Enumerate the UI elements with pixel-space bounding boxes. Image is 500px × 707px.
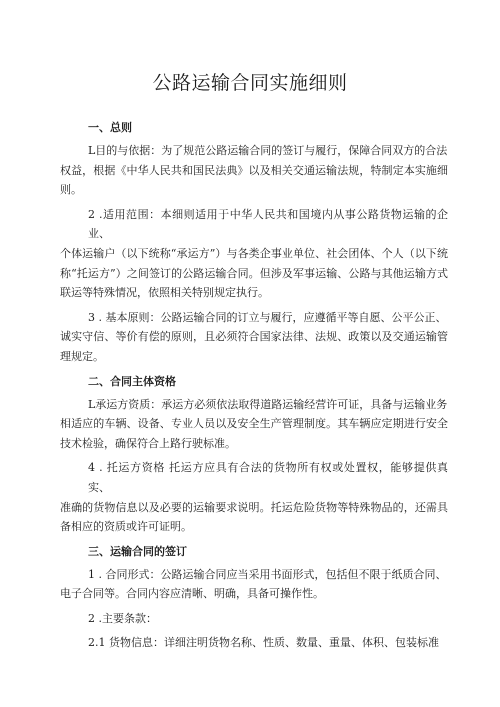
document-body xyxy=(60,118,448,658)
paragraph xyxy=(60,141,448,200)
paragraph xyxy=(60,565,448,604)
paragraph xyxy=(60,205,448,303)
paragraph xyxy=(88,633,448,653)
paragraph-first-line: L目的与依据：为了规范公路运输合同的签订与履行，保障合同双方的合法 xyxy=(88,144,448,157)
paragraph-first-line: 2.1 货物信息：详细注明货物名称、性质、数量、重量、体积、包装标准 xyxy=(88,636,439,650)
paragraph-first-line: 2 .适用范围：本细则适用于中华人民共和国境内从事公路货物运输的企业、 xyxy=(88,207,448,241)
paragraph xyxy=(60,308,448,367)
paragraph-first-line: 1 . 合同形式：公路运输合同应当采用书面形式，包括但不限于纸质合同、 xyxy=(88,567,447,581)
paragraph-first-line: 2 .主要条款： xyxy=(88,611,157,625)
paragraph-first-line: 3 . 基本原则：公路运输合同的订立与履行，应遵循平等自愿、公平公正、 xyxy=(88,310,447,324)
document-title: 公路运输合同实施细则 xyxy=(152,72,348,94)
paragraph-continuation: 个体运输户（以下统称“承运方”）与各类企事业单位、社会团体、个人（以下统称“托运方”）之间签订的公路运输合同。但涉及军事运输、公路与其他运输方式联运等特殊情况，依照相关特别规定执行。 xyxy=(60,246,448,300)
paragraph-first-line: 4 . 托运方资格 托运方应具有合法的货物所有权或处置权，能够提供真实、 xyxy=(88,461,448,494)
paragraph-continuation: 准确的货物信息以及必要的运输要求说明。托运危险货物等特殊物品的，还需具备相应的资质或许可证明。 xyxy=(60,500,448,534)
paragraph xyxy=(88,609,448,629)
paragraph-first-line: L承运方资质：承运方必须依法取得道路运输经营许可证，具备与运输业务 xyxy=(88,397,448,411)
paragraph-continuation: 权益，根据《中华人民共和国民法典》以及相关交通运输法规，特制定本实施细则。 xyxy=(60,163,448,197)
section-heading-contract-signing: 三、运输合同的签订 xyxy=(88,544,187,558)
paragraph-continuation: 诚实守信、等价有偿的原则，且必须符合国家法律、法规、政策以及交通运输管理规定。 xyxy=(60,330,448,363)
paragraph xyxy=(60,458,448,536)
section-heading-contract-parties: 二、合同主体资格 xyxy=(88,374,176,388)
section-heading-general: 一、总则 xyxy=(88,121,132,134)
paragraph-continuation: 相适应的车辆、设备、专业人员以及安全生产管理制度。其车辆应定期进行安全技术检验，确保符合上路行驶标准。 xyxy=(60,417,448,450)
paragraph-continuation: 电子合同等。合同内容应清晰、明确，具备可操作性。 xyxy=(60,587,324,601)
paragraph xyxy=(60,395,448,454)
